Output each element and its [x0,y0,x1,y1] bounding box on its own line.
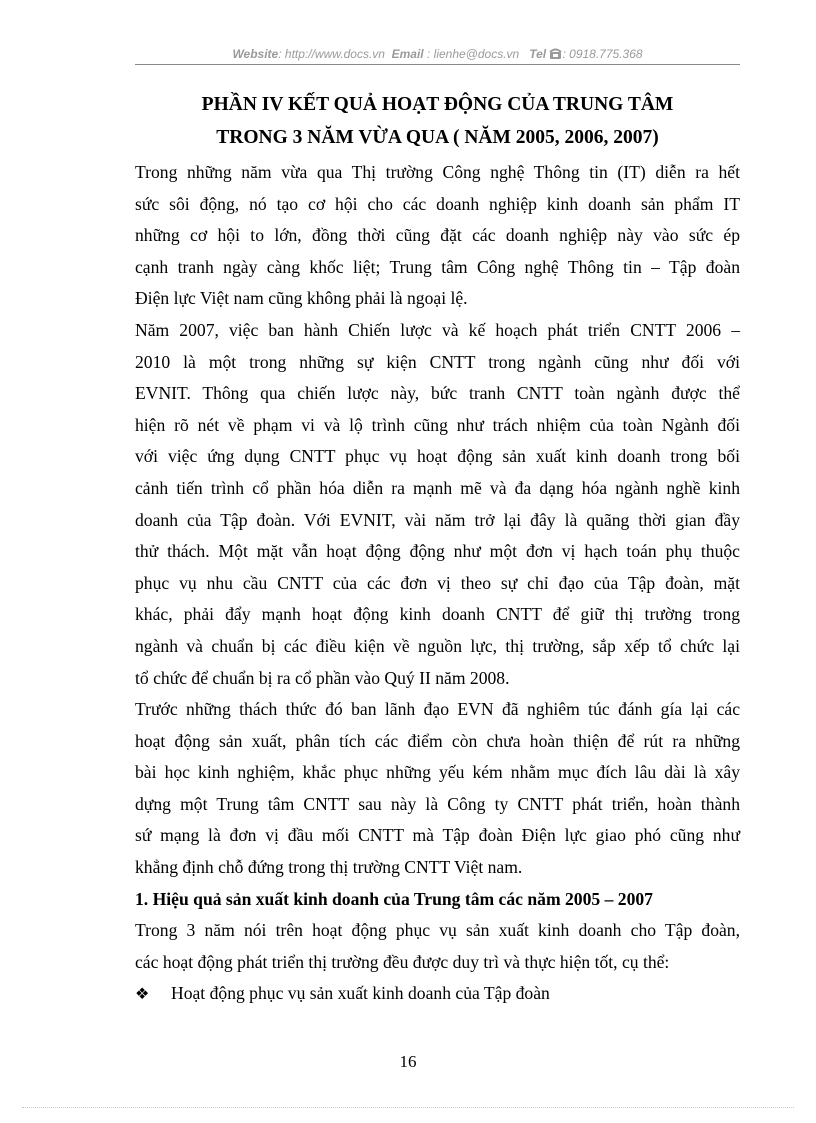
tel-value: : 0918.775.368 [562,47,643,61]
title-line-2: TRONG 3 NĂM VỪA QUA ( NĂM 2005, 2006, 2007) [216,127,659,148]
text-line: EVNIT. Thông qua chiến lược này, bức tranh CNTT toàn ngành được thể [135,383,740,404]
paragraph-2 [135,315,740,694]
text-line: Năm 2007, việc ban hành Chiến lược và kế hoạch phát triển CNTT 2006 – [135,319,740,340]
text-line: phục vụ nhu cầu CNTT của các đơn vị theo sự chỉ đạo của Tập đoàn, mặt [135,572,740,593]
text-line: Trước những thách thức đó ban lãnh đạo EVN đã nghiêm túc đánh gía lại các [135,699,740,720]
phone-icon [549,47,562,61]
text-line: những cơ hội to lớn, đồng thời cũng đặt các doanh nghiệp này vào sức ép [135,225,740,246]
page-number: 16 [399,1052,417,1071]
text-line: ngành và chuẩn bị các điều kiện về nguồn lực, thị trường, sắp xếp tổ chức lại [135,635,740,656]
text-line: sứ mạng là đơn vị đầu mối CNTT mà Tập đoàn Điện lực giao phó cũng như [135,825,740,846]
text-line: Trong những năm vừa qua Thị trường Công nghệ Thông tin (IT) diễn ra hết [135,162,740,182]
section-paragraph [135,915,740,978]
paragraph-1 [135,157,740,315]
text-line: bài học kinh nghiệm, khắc phục những yếu kém nhằm mục đích lâu dài là xây [135,762,740,783]
page-title [135,88,740,154]
text-line: khẳng định chỗ đứng trong thị trường CNTT Việt nam. [135,857,523,878]
text-line: hiện rõ nét về phạm vi và lộ trình cũng như trách nhiệm của toàn Ngành đối [135,414,740,435]
tel-label: Tel [529,47,547,61]
text-line: tổ chức để chuẩn bị ra cổ phần vào Quý II năm 2008. [135,667,510,688]
email-label: Email [391,47,424,61]
text-line: Điện lực Việt nam cũng không phải là ngoại lệ. [135,288,468,309]
website-label: Website [232,47,279,61]
text-line: các hoạt động phát triển thị trường đều được duy trì và thực hiện tốt, cụ thể: [135,951,670,972]
text-line: cạnh tranh ngày càng khốc liệt; Trung tâm Công nghệ Thông tin – Tập đoàn [135,256,740,277]
bullet-item [135,978,740,1011]
page-header [135,46,740,62]
header-divider [135,64,740,65]
text-line: dựng một Trung tâm CNTT sau này là Công ty CNTT phát triển, hoàn thành [135,793,740,814]
text-line: cảnh tiến trình cổ phần hóa diễn ra mạnh mẽ và đa dạng hóa ngành nghề kinh [135,477,740,498]
text-line: doanh của Tập đoàn. Với EVNIT, vài năm trở lại đây là quãng thời gian đầy [135,509,740,530]
text-line: với việc ứng dụng CNTT phục vụ hoạt động sản xuất kinh doanh trong bối [135,446,740,467]
text-line: hoạt động sản xuất, phân tích các điểm còn chưa hoàn thiện để rút ra những [135,730,740,751]
bullet-text: Hoạt động phục vụ sản xuất kinh doanh của Tập đoàn [171,983,550,1004]
text-line: thử thách. Một mặt vẫn hoạt động động như một đơn vị hạch toán phụ thuộc [135,541,740,562]
title-line-1: PHẦN IV KẾT QUẢ HOẠT ĐỘNG CỦA TRUNG TÂM [201,94,674,115]
text-line: Trong 3 năm nói trên hoạt động phục vụ sản xuất kinh doanh cho Tập đoàn, [135,920,740,941]
section-heading [135,884,740,916]
website-value: : http://www.docs.vn [278,47,385,61]
page-bottom-border [22,1107,794,1108]
diamond-bullet-icon: ❖ [135,986,150,1004]
email-value: : lienhe@docs.vn [426,47,520,61]
text-line: khác, phải đẩy mạnh hoạt động kinh doanh CNTT để giữ thị trường trong [135,604,740,625]
text-line: sức sôi động, nó tạo cơ hội cho các doanh nghiệp kinh doanh sản phẩm IT [135,193,740,214]
paragraph-3 [135,694,740,884]
text-line: 2010 là một trong những sự kiện CNTT trong ngành cũng như đối với [135,351,740,372]
document-body [135,157,740,1011]
section-heading-text: 1. Hiệu quả sản xuất kinh doanh của Trung tâm các năm 2005 – 2007 [135,888,653,909]
